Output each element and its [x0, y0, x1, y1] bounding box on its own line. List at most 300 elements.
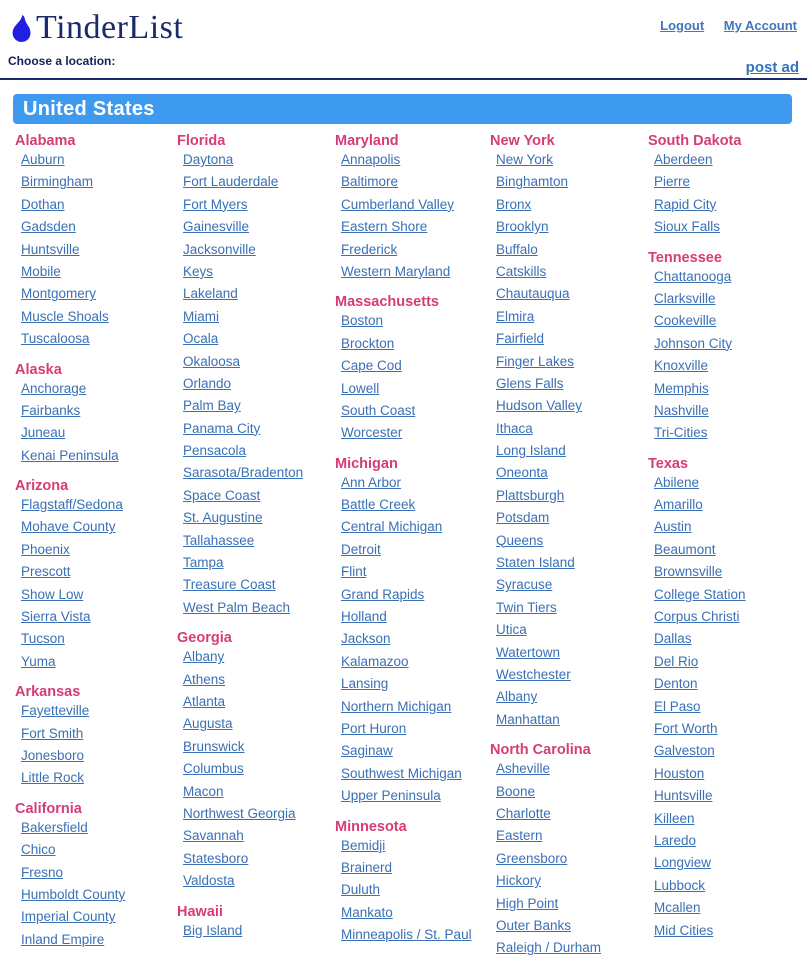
city-item	[496, 532, 648, 554]
city-item	[654, 173, 807, 195]
city-link[interactable]: Central Michigan	[341, 519, 443, 535]
city-link[interactable]: Huntsville	[654, 788, 713, 804]
city-link[interactable]: Fort Lauderdale	[183, 174, 279, 190]
city-link[interactable]: Hickory	[496, 873, 542, 889]
city-link[interactable]: Corpus Christi	[654, 609, 740, 625]
city-link[interactable]: Okaloosa	[183, 353, 241, 369]
city-item	[21, 241, 177, 263]
city-item	[654, 586, 807, 608]
city-link[interactable]: Raleigh / Durham	[496, 940, 602, 956]
city-link[interactable]: Duluth	[341, 882, 381, 898]
city-link[interactable]: Worcester	[341, 425, 403, 441]
state-section	[490, 741, 648, 962]
state-section	[335, 455, 490, 810]
city-item	[496, 285, 648, 307]
city-item	[654, 832, 807, 854]
city-link[interactable]: Yuma	[21, 653, 56, 669]
city-list	[490, 151, 648, 733]
city-link[interactable]: Johnson City	[654, 335, 733, 351]
city-link[interactable]: Sarasota/Bradenton	[183, 465, 304, 481]
city-link[interactable]: Phoenix	[21, 541, 70, 557]
city-list	[490, 760, 648, 962]
post-ad-link[interactable]: post ad	[745, 59, 799, 76]
city-item	[654, 518, 807, 540]
city-link[interactable]: Jackson	[341, 631, 391, 647]
city-list	[177, 648, 335, 894]
city-item	[496, 218, 648, 240]
city-link[interactable]: Greensboro	[496, 850, 568, 866]
city-item	[654, 474, 807, 496]
city-link[interactable]: Valdosta	[183, 873, 235, 889]
city-link[interactable]: Ithaca	[496, 420, 533, 436]
city-link[interactable]: Grand Rapids	[341, 586, 425, 602]
city-link[interactable]: Huntsville	[21, 241, 80, 257]
city-link[interactable]: Northern Michigan	[341, 698, 452, 714]
city-list	[648, 474, 807, 944]
city-list	[15, 380, 177, 470]
city-link[interactable]: Little Rock	[21, 770, 85, 786]
city-list	[648, 151, 807, 241]
city-item	[183, 218, 335, 240]
city-link[interactable]: Tallahassee	[183, 532, 255, 548]
city-item	[654, 196, 807, 218]
city-link[interactable]: Tri-Cities	[654, 425, 708, 441]
city-item	[21, 630, 177, 652]
city-item	[183, 872, 335, 894]
city-item	[654, 810, 807, 832]
city-item	[183, 648, 335, 670]
city-item	[341, 196, 490, 218]
state-section	[15, 477, 177, 675]
city-link[interactable]: Longview	[654, 855, 712, 871]
city-item	[341, 518, 490, 540]
city-link[interactable]: Laredo	[654, 832, 697, 848]
city-link[interactable]: Montgomery	[21, 286, 97, 302]
city-link[interactable]: Albany	[496, 689, 538, 705]
city-item	[21, 424, 177, 446]
city-item	[21, 380, 177, 402]
logo-text: TinderList	[36, 9, 184, 46]
city-item	[21, 563, 177, 585]
city-item	[654, 899, 807, 921]
city-link[interactable]: Lowell	[341, 380, 380, 396]
city-item	[183, 532, 335, 554]
city-item	[183, 330, 335, 352]
state-heading: North Carolina	[490, 742, 591, 759]
city-list	[335, 837, 490, 949]
city-item	[341, 904, 490, 926]
state-heading: Florida	[177, 133, 226, 149]
city-link[interactable]: Pensacola	[183, 443, 247, 459]
city-link[interactable]: Lubbock	[654, 877, 706, 893]
city-item	[21, 541, 177, 563]
state-heading: Massachusetts	[335, 294, 439, 311]
city-link[interactable]: Mohave County	[21, 519, 116, 535]
city-item	[654, 765, 807, 787]
city-link[interactable]: Finger Lakes	[496, 353, 575, 369]
city-link[interactable]: Plattsburgh	[496, 487, 565, 503]
city-link[interactable]: Miami	[183, 308, 219, 324]
city-link[interactable]: Fairfield	[496, 331, 545, 347]
city-item	[496, 375, 648, 397]
city-link[interactable]: Cumberland Valley	[341, 196, 455, 212]
city-link[interactable]: Syracuse	[496, 577, 553, 593]
city-link[interactable]: Jonesboro	[21, 747, 85, 763]
city-item	[341, 653, 490, 675]
city-link[interactable]: Upper Peninsula	[341, 788, 441, 804]
state-heading: Michigan	[335, 455, 398, 472]
city-item	[21, 402, 177, 424]
city-link[interactable]: Queens	[496, 532, 544, 548]
city-link[interactable]: Knoxville	[654, 358, 709, 374]
city-link[interactable]: Fort Smith	[21, 725, 84, 741]
city-link[interactable]: Houston	[654, 765, 705, 781]
city-item	[654, 380, 807, 402]
city-link[interactable]: Westchester	[496, 666, 571, 682]
state-heading: Alabama	[15, 133, 76, 149]
state-section	[335, 132, 490, 285]
city-item	[21, 841, 177, 863]
city-link[interactable]: Big Island	[183, 922, 243, 938]
city-link[interactable]: Nashville	[654, 402, 709, 418]
city-link[interactable]: Sierra Vista	[21, 609, 91, 625]
city-link[interactable]: Southwest Michigan	[341, 765, 462, 781]
my-account-link[interactable]: My Account	[723, 18, 797, 33]
city-item	[21, 908, 177, 930]
city-item	[654, 402, 807, 424]
city-link[interactable]: Bemidji	[341, 837, 386, 853]
city-item	[21, 819, 177, 841]
city-item	[654, 151, 807, 173]
city-link[interactable]: Aberdeen	[654, 152, 713, 167]
city-link[interactable]: Chattanooga	[654, 268, 732, 284]
city-link[interactable]: Western Maryland	[341, 263, 451, 279]
city-link[interactable]: Flagstaff/Sedona	[21, 497, 123, 513]
city-link[interactable]: Panama City	[183, 420, 261, 436]
city-link[interactable]: Inland Empire	[21, 931, 105, 947]
city-item	[183, 738, 335, 760]
city-link[interactable]: Battle Creek	[341, 497, 416, 513]
city-link[interactable]: Brunswick	[183, 738, 245, 754]
city-link[interactable]: Juneau	[21, 425, 66, 441]
site-logo[interactable]	[8, 8, 183, 48]
city-link[interactable]: Baltimore	[341, 174, 399, 190]
city-item	[341, 675, 490, 697]
city-link[interactable]: Ann Arbor	[341, 474, 402, 490]
city-link[interactable]: Imperial County	[21, 909, 116, 925]
city-link[interactable]: Lansing	[341, 676, 389, 692]
city-link[interactable]: St. Augustine	[183, 510, 263, 526]
city-list	[177, 151, 335, 621]
city-link[interactable]: Bronx	[496, 196, 532, 212]
city-item	[183, 442, 335, 464]
state-section	[15, 361, 177, 470]
subheader	[0, 50, 807, 76]
city-link[interactable]: Muscle Shoals	[21, 308, 109, 324]
state-section	[648, 132, 807, 241]
city-link[interactable]: Kenai Peninsula	[21, 447, 119, 463]
city-link[interactable]: Fort Worth	[654, 720, 718, 736]
city-link[interactable]: Holland	[341, 609, 387, 625]
state-section	[177, 629, 335, 894]
city-item	[341, 765, 490, 787]
city-link[interactable]: High Point	[496, 895, 559, 911]
city-item	[341, 837, 490, 859]
city-item	[496, 599, 648, 621]
city-link[interactable]: Boston	[341, 313, 384, 329]
city-link[interactable]: Rapid City	[654, 196, 717, 212]
city-item	[341, 263, 490, 285]
city-link[interactable]: Frederick	[341, 241, 398, 257]
city-link[interactable]: South Coast	[341, 402, 416, 418]
city-item	[496, 783, 648, 805]
city-link[interactable]: Tucson	[21, 631, 65, 647]
city-link[interactable]: Macon	[183, 783, 224, 799]
account-nav	[644, 8, 797, 33]
city-link[interactable]: Dothan	[21, 196, 65, 212]
city-link[interactable]: Clarksville	[654, 290, 716, 306]
city-link[interactable]: Gainesville	[183, 219, 250, 235]
city-item	[21, 218, 177, 240]
city-list	[15, 151, 177, 353]
city-link[interactable]: Atlanta	[183, 693, 226, 709]
city-link[interactable]: Brownsville	[654, 564, 723, 580]
city-item	[183, 760, 335, 782]
city-item	[341, 608, 490, 630]
city-link[interactable]: Pierre	[654, 174, 691, 190]
city-item	[496, 173, 648, 195]
city-item	[496, 576, 648, 598]
city-link[interactable]: Tampa	[183, 555, 224, 571]
city-link[interactable]: Auburn	[21, 152, 65, 167]
city-link[interactable]: Staten Island	[496, 555, 575, 571]
city-item	[654, 218, 807, 240]
city-link[interactable]: Dallas	[654, 631, 692, 647]
city-link[interactable]: Gadsden	[21, 219, 76, 235]
city-item	[183, 599, 335, 621]
choose-location-label: Choose a location:	[8, 54, 116, 68]
city-link[interactable]: Asheville	[496, 761, 551, 777]
city-link[interactable]: Orlando	[183, 375, 232, 391]
city-link[interactable]: Twin Tiers	[496, 599, 557, 615]
city-link[interactable]: Fayetteville	[21, 703, 90, 719]
city-item	[341, 402, 490, 424]
city-link[interactable]: Abilene	[654, 474, 700, 490]
city-item	[341, 173, 490, 195]
city-item	[183, 285, 335, 307]
state-heading: Arkansas	[15, 684, 81, 701]
city-link[interactable]: Albany	[183, 649, 225, 665]
city-item	[496, 353, 648, 375]
city-link[interactable]: Memphis	[654, 380, 709, 396]
city-link[interactable]: Saginaw	[341, 743, 393, 759]
city-link[interactable]: El Paso	[654, 698, 701, 714]
city-item	[21, 308, 177, 330]
city-link[interactable]: Denton	[654, 676, 698, 692]
city-link[interactable]: Chautauqua	[496, 286, 570, 302]
city-list	[15, 702, 177, 792]
city-link[interactable]: Bakersfield	[21, 819, 88, 835]
city-item	[654, 335, 807, 357]
city-link[interactable]: Northwest Georgia	[183, 805, 296, 821]
city-link[interactable]: Daytona	[183, 152, 234, 167]
city-link[interactable]: Port Huron	[341, 720, 407, 736]
state-heading: Tennessee	[648, 249, 722, 266]
city-link[interactable]: Fairbanks	[21, 402, 81, 418]
city-item	[496, 487, 648, 509]
state-section	[490, 132, 648, 733]
city-link[interactable]: Treasure Coast	[183, 577, 276, 593]
city-link[interactable]: Jacksonville	[183, 241, 256, 257]
city-link[interactable]: Mid Cities	[654, 922, 714, 938]
city-link[interactable]: Amarillo	[654, 497, 703, 513]
city-link[interactable]: Flint	[341, 564, 367, 580]
city-link[interactable]: Fort Myers	[183, 196, 248, 212]
city-link[interactable]: Binghamton	[496, 174, 569, 190]
city-list	[177, 922, 335, 944]
city-link[interactable]: Beaumont	[654, 541, 716, 557]
city-link[interactable]: Catskills	[496, 263, 547, 279]
city-link[interactable]: Keys	[183, 263, 214, 279]
city-item	[21, 608, 177, 630]
city-link[interactable]: Augusta	[183, 716, 233, 732]
city-link[interactable]: Detroit	[341, 541, 381, 557]
city-link[interactable]: Brockton	[341, 335, 395, 351]
city-item	[183, 671, 335, 693]
city-item	[21, 496, 177, 518]
city-link[interactable]: Kalamazoo	[341, 653, 409, 669]
city-link[interactable]: Space Coast	[183, 487, 261, 503]
city-item	[496, 464, 648, 486]
city-link[interactable]: Potsdam	[496, 510, 550, 526]
city-link[interactable]: Prescott	[21, 564, 71, 580]
city-link[interactable]: Eastern Shore	[341, 219, 428, 235]
city-link[interactable]: Watertown	[496, 644, 561, 660]
city-link[interactable]: Galveston	[654, 743, 715, 759]
city-item	[341, 742, 490, 764]
city-link[interactable]: Lakeland	[183, 286, 238, 302]
city-link[interactable]: Oneonta	[496, 465, 548, 481]
city-link[interactable]: Manhattan	[496, 711, 560, 727]
state-heading: New York	[490, 133, 555, 149]
country-title: United States	[23, 97, 155, 120]
city-link[interactable]: Long Island	[496, 443, 566, 459]
city-item	[654, 630, 807, 652]
location-column	[335, 124, 490, 949]
city-link[interactable]: Columbus	[183, 761, 244, 777]
city-item	[21, 447, 177, 469]
city-item	[341, 496, 490, 518]
city-link[interactable]: Humboldt County	[21, 886, 126, 902]
city-item	[496, 621, 648, 643]
city-list	[335, 312, 490, 446]
city-link[interactable]: Cape Cod	[341, 358, 402, 374]
city-link[interactable]: Anchorage	[21, 380, 87, 396]
city-item	[654, 787, 807, 809]
city-item	[654, 698, 807, 720]
city-link[interactable]: Palm Bay	[183, 398, 241, 414]
city-item	[183, 353, 335, 375]
city-item	[183, 487, 335, 509]
city-link[interactable]: Birmingham	[21, 174, 94, 190]
city-item	[654, 720, 807, 742]
city-link[interactable]: Austin	[654, 519, 692, 535]
city-link[interactable]: Buffalo	[496, 241, 538, 257]
city-link[interactable]: Savannah	[183, 828, 244, 844]
city-item	[496, 917, 648, 939]
city-link[interactable]: Outer Banks	[496, 917, 572, 933]
city-link[interactable]: Eastern	[496, 828, 543, 844]
city-item	[341, 586, 490, 608]
city-link[interactable]: Fresno	[21, 864, 64, 880]
city-link[interactable]: Statesboro	[183, 850, 249, 866]
city-link[interactable]: Tuscaloosa	[21, 331, 90, 347]
city-link[interactable]: Killeen	[654, 810, 695, 826]
city-item	[183, 576, 335, 598]
city-item	[654, 563, 807, 585]
city-link[interactable]: New York	[496, 152, 554, 167]
logout-link[interactable]: Logout	[660, 18, 705, 33]
city-link[interactable]: West Palm Beach	[183, 599, 291, 615]
city-link[interactable]: Brainerd	[341, 859, 393, 875]
city-link[interactable]: Elmira	[496, 308, 535, 324]
city-item	[183, 397, 335, 419]
state-heading: Minnesota	[335, 818, 407, 835]
city-item	[341, 218, 490, 240]
city-item	[183, 173, 335, 195]
city-item	[496, 895, 648, 917]
city-item	[496, 442, 648, 464]
city-link[interactable]: Utica	[496, 622, 527, 638]
city-item	[21, 725, 177, 747]
city-link[interactable]: Sioux Falls	[654, 219, 721, 235]
city-item	[183, 196, 335, 218]
state-section	[15, 683, 177, 792]
city-item	[341, 859, 490, 881]
city-link[interactable]: Boone	[496, 783, 536, 799]
city-link[interactable]: Show Low	[21, 586, 84, 602]
city-link[interactable]: Chico	[21, 842, 56, 858]
city-link[interactable]: Mankato	[341, 904, 393, 920]
city-link[interactable]: Minneapolis / St. Paul	[341, 927, 472, 943]
city-item	[341, 881, 490, 903]
city-item	[654, 675, 807, 697]
city-link[interactable]: Glens Falls	[496, 375, 564, 391]
city-link[interactable]: Brooklyn	[496, 219, 549, 235]
city-link[interactable]: College Station	[654, 586, 746, 602]
state-section	[15, 800, 177, 953]
city-link[interactable]: Cookeville	[654, 313, 717, 329]
state-heading: Arizona	[15, 478, 69, 495]
city-item	[496, 688, 648, 710]
city-link[interactable]: Athens	[183, 671, 226, 687]
flame-icon	[8, 14, 35, 46]
city-link[interactable]: Mcallen	[654, 900, 701, 916]
state-section	[648, 249, 807, 447]
city-item	[21, 702, 177, 724]
city-item	[183, 922, 335, 944]
header-divider	[0, 78, 807, 80]
city-link[interactable]: Charlotte	[496, 805, 551, 821]
city-link[interactable]: Ocala	[183, 331, 219, 347]
city-link[interactable]: Annapolis	[341, 152, 401, 167]
city-link[interactable]: Mobile	[21, 263, 61, 279]
city-item	[654, 290, 807, 312]
city-link[interactable]: Hudson Valley	[496, 398, 583, 414]
city-link[interactable]: Del Rio	[654, 653, 699, 669]
location-column	[490, 124, 648, 962]
city-item	[341, 926, 490, 948]
